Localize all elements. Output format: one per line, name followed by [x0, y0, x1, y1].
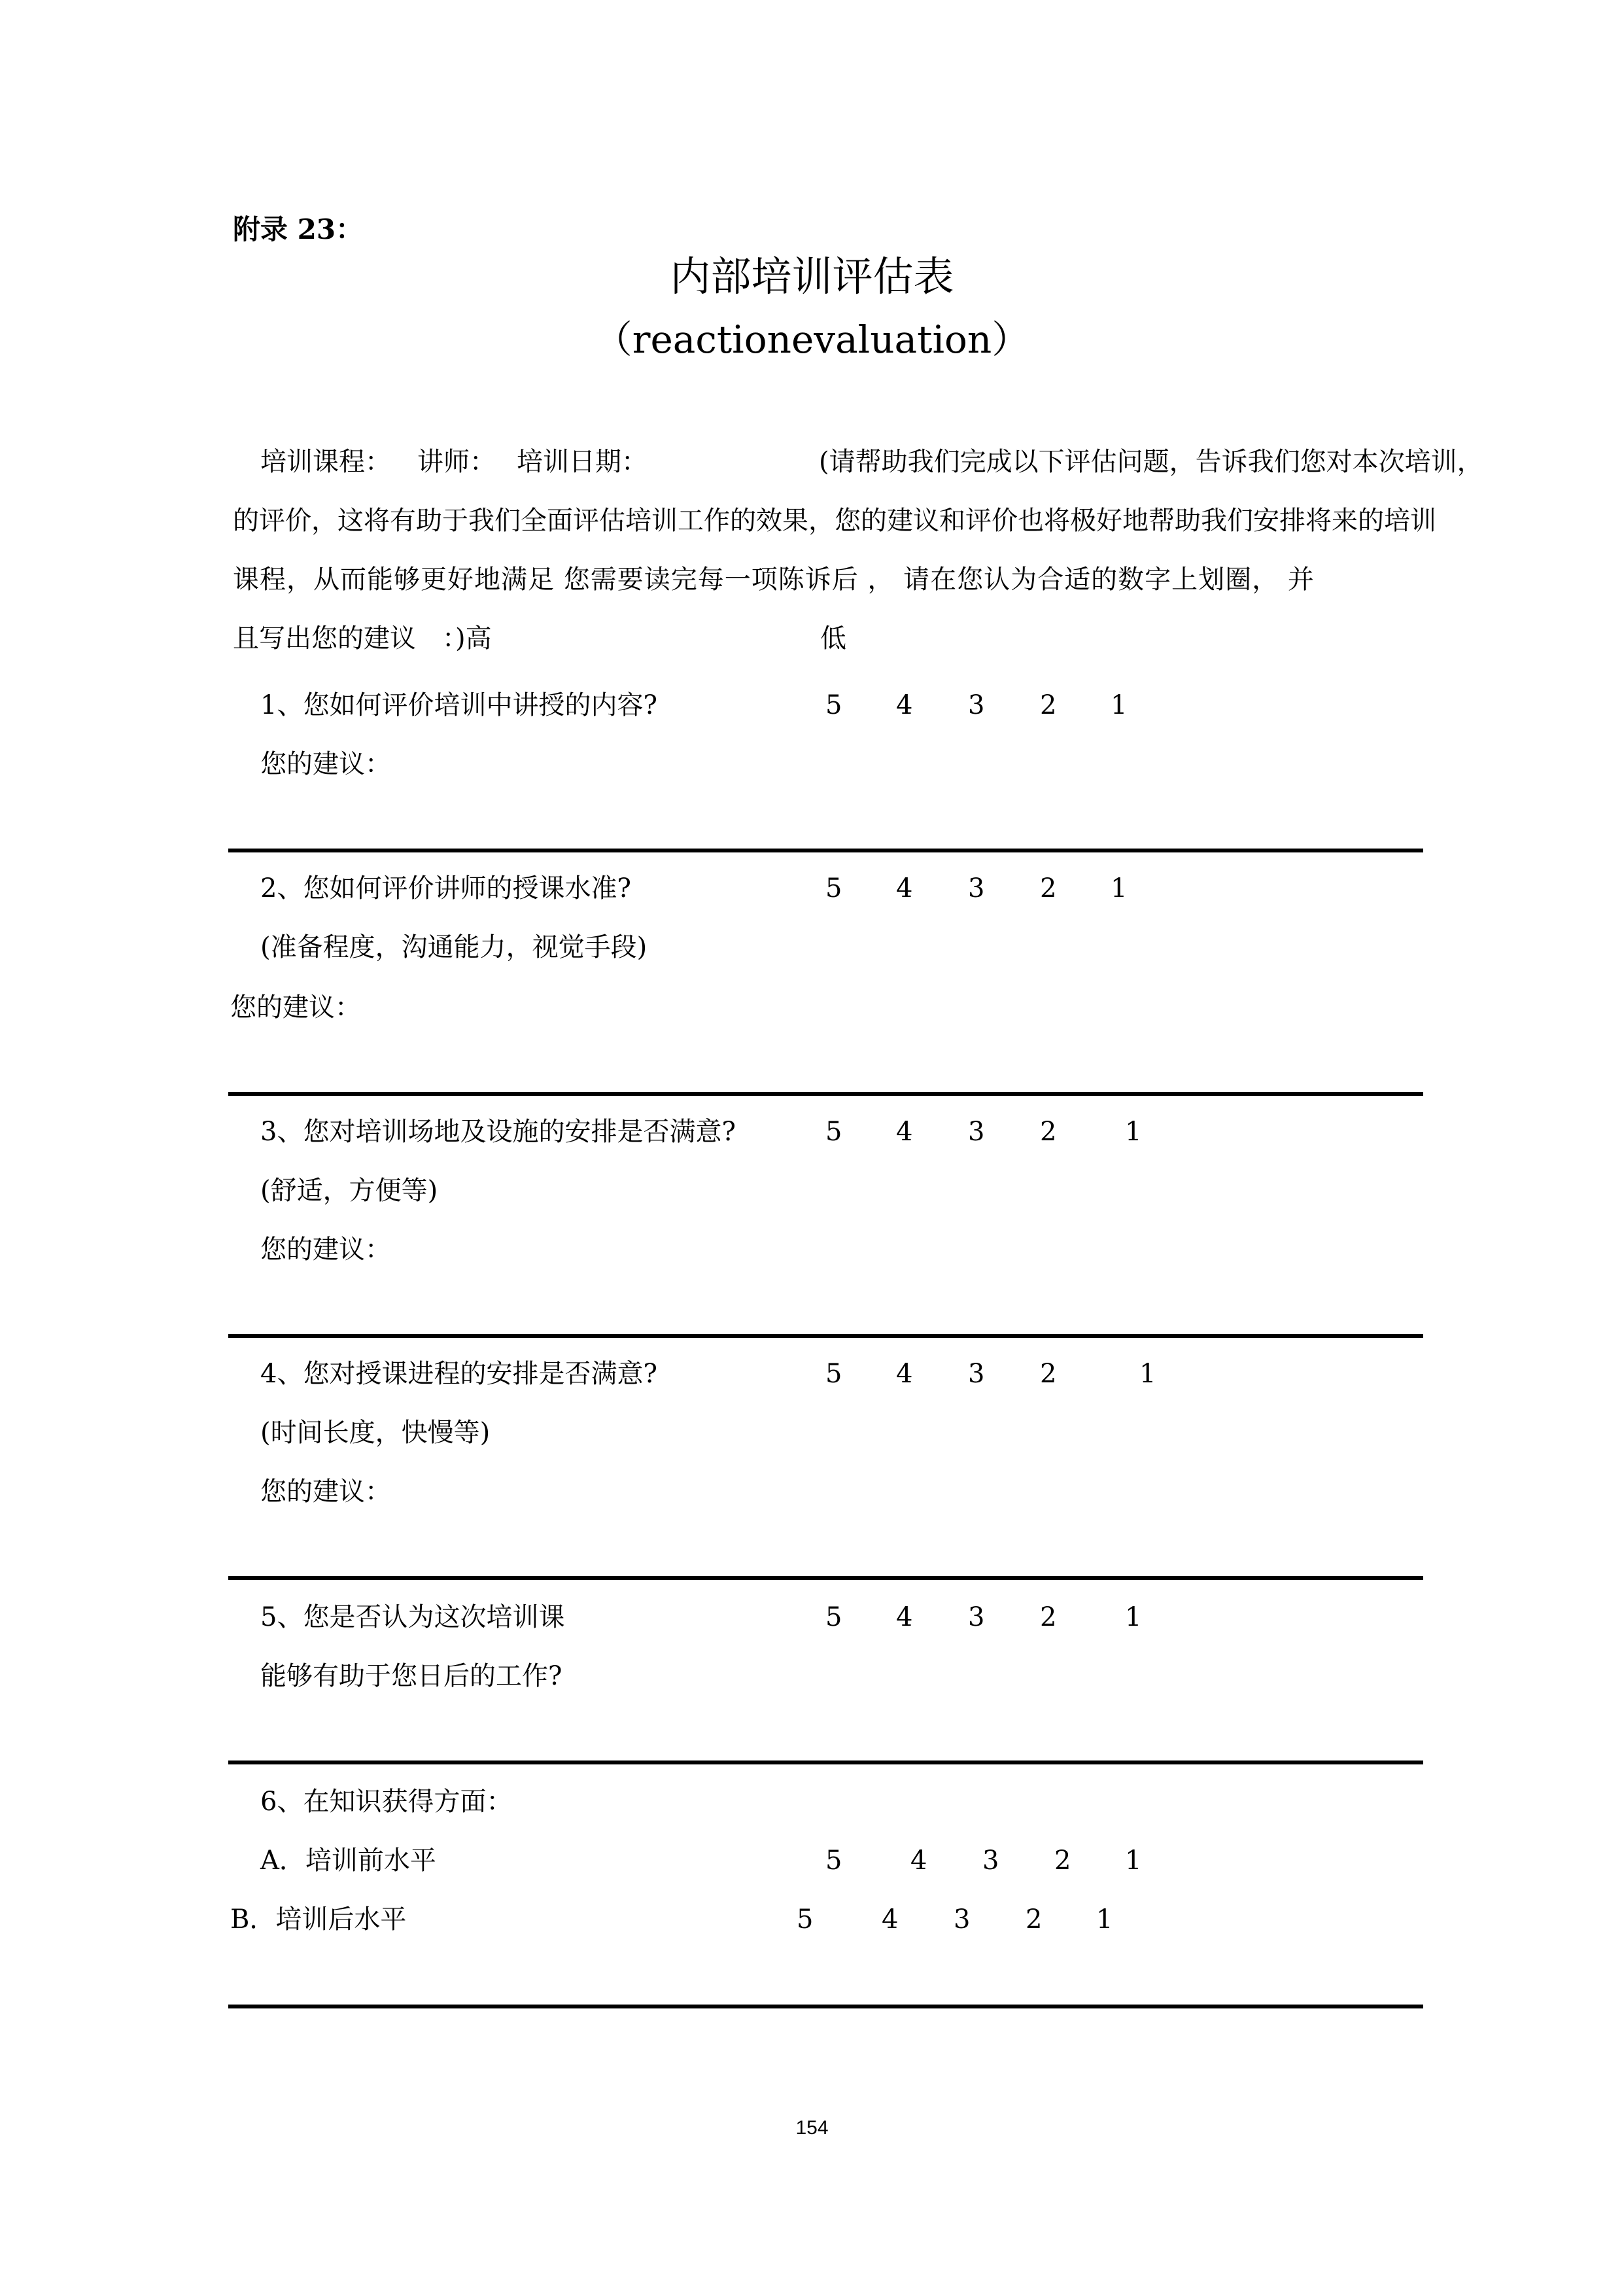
q2-score-1[interactable]: 1	[1111, 873, 1128, 903]
question-4: 4、您对授课进程的安排是否满意?	[260, 1359, 657, 1389]
q2-score-3[interactable]: 3	[968, 873, 985, 903]
intro-line-4: 且写出您的建议 ：)高	[233, 623, 492, 654]
q5-score-3[interactable]: 3	[968, 1602, 985, 1632]
q2-suggestion-label: 您的建议：	[230, 992, 361, 1023]
q2-score-2[interactable]: 2	[1040, 873, 1057, 903]
q4-suggestion-label: 您的建议：	[260, 1477, 391, 1507]
question-6: 6、在知识获得方面：	[260, 1787, 513, 1817]
q4-score-1[interactable]: 1	[1139, 1359, 1156, 1389]
q6a-score-4[interactable]: 4	[910, 1846, 927, 1876]
q6b-score-5[interactable]: 5	[797, 1904, 814, 1935]
q5-score-5[interactable]: 5	[825, 1602, 842, 1632]
q1-score-3[interactable]: 3	[968, 690, 985, 720]
q1-score-5[interactable]: 5	[825, 690, 842, 720]
divider	[228, 1334, 1423, 1338]
q5-score-1[interactable]: 1	[1125, 1602, 1142, 1632]
q3-score-2[interactable]: 2	[1040, 1117, 1057, 1147]
question-1: 1、您如何评价培训中讲授的内容?	[260, 690, 657, 720]
q5-score-2[interactable]: 2	[1040, 1602, 1057, 1632]
q3-score-1[interactable]: 1	[1125, 1117, 1142, 1147]
q2-note: (准备程度，沟通能力，视觉手段)	[260, 932, 648, 962]
document-title: 内部培训评估表	[670, 253, 954, 300]
q4-score-3[interactable]: 3	[968, 1359, 985, 1389]
scale-low-label: 低	[820, 623, 846, 654]
appendix-label: 附录 23：	[233, 213, 364, 245]
q6b-score-4[interactable]: 4	[882, 1904, 899, 1935]
date-label: 培训日期：	[517, 447, 648, 477]
q2-score-5[interactable]: 5	[825, 873, 842, 903]
q6a-score-2[interactable]: 2	[1054, 1846, 1071, 1876]
q3-score-5[interactable]: 5	[825, 1117, 842, 1147]
intro-instruction: (请帮助我们完成以下评估问题，告诉我们您对本次培训，	[819, 447, 1483, 477]
q6b-score-2[interactable]: 2	[1026, 1904, 1043, 1935]
lecturer-label: 讲师：	[417, 447, 496, 477]
q2-score-4[interactable]: 4	[896, 873, 913, 903]
q4-note: (时间长度，快慢等)	[260, 1418, 491, 1448]
q6-after-label: B．培训后水平	[230, 1904, 407, 1935]
q6b-score-3[interactable]: 3	[954, 1904, 971, 1935]
q5-note: 能够有助于您日后的工作?	[260, 1661, 562, 1691]
q6a-score-3[interactable]: 3	[982, 1846, 999, 1876]
document-subtitle: （reactionevaluation）	[594, 317, 1030, 362]
intro-line-3: 课程，从而能够更好地满足 您需要读完每一项陈诉后 ， 请在您认为合适的数字上划圈， 并	[233, 565, 1315, 595]
intro-line-2: 的评价，这将有助于我们全面评估培训工作的效果，您的建议和评价也将极好地帮助我们安排将来的培训	[233, 506, 1436, 536]
q5-score-4[interactable]: 4	[896, 1602, 913, 1632]
course-label: 培训课程：	[260, 447, 391, 477]
q3-score-3[interactable]: 3	[968, 1117, 985, 1147]
q1-suggestion-label: 您的建议：	[260, 749, 391, 779]
divider	[228, 1092, 1423, 1096]
q3-note: (舒适，方便等)	[260, 1176, 438, 1206]
q6a-score-5[interactable]: 5	[825, 1846, 842, 1876]
question-3: 3、您对培训场地及设施的安排是否满意?	[260, 1117, 736, 1147]
q4-score-2[interactable]: 2	[1040, 1359, 1057, 1389]
q6-before-label: A．培训前水平	[260, 1846, 436, 1876]
page-number: 154	[795, 2117, 829, 2139]
q6a-score-1[interactable]: 1	[1125, 1846, 1142, 1876]
divider	[228, 1761, 1423, 1764]
q1-score-2[interactable]: 2	[1040, 690, 1057, 720]
q1-score-4[interactable]: 4	[896, 690, 913, 720]
question-5: 5、您是否认为这次培训课	[260, 1602, 565, 1632]
q3-score-4[interactable]: 4	[896, 1117, 913, 1147]
q1-score-1[interactable]: 1	[1111, 690, 1128, 720]
q6b-score-1[interactable]: 1	[1096, 1904, 1113, 1935]
divider	[228, 2005, 1423, 2008]
q4-score-4[interactable]: 4	[896, 1359, 913, 1389]
divider	[228, 849, 1423, 852]
q3-suggestion-label: 您的建议：	[260, 1235, 391, 1265]
question-2: 2、您如何评价讲师的授课水准?	[260, 873, 631, 903]
q4-score-5[interactable]: 5	[825, 1359, 842, 1389]
divider	[228, 1576, 1423, 1580]
